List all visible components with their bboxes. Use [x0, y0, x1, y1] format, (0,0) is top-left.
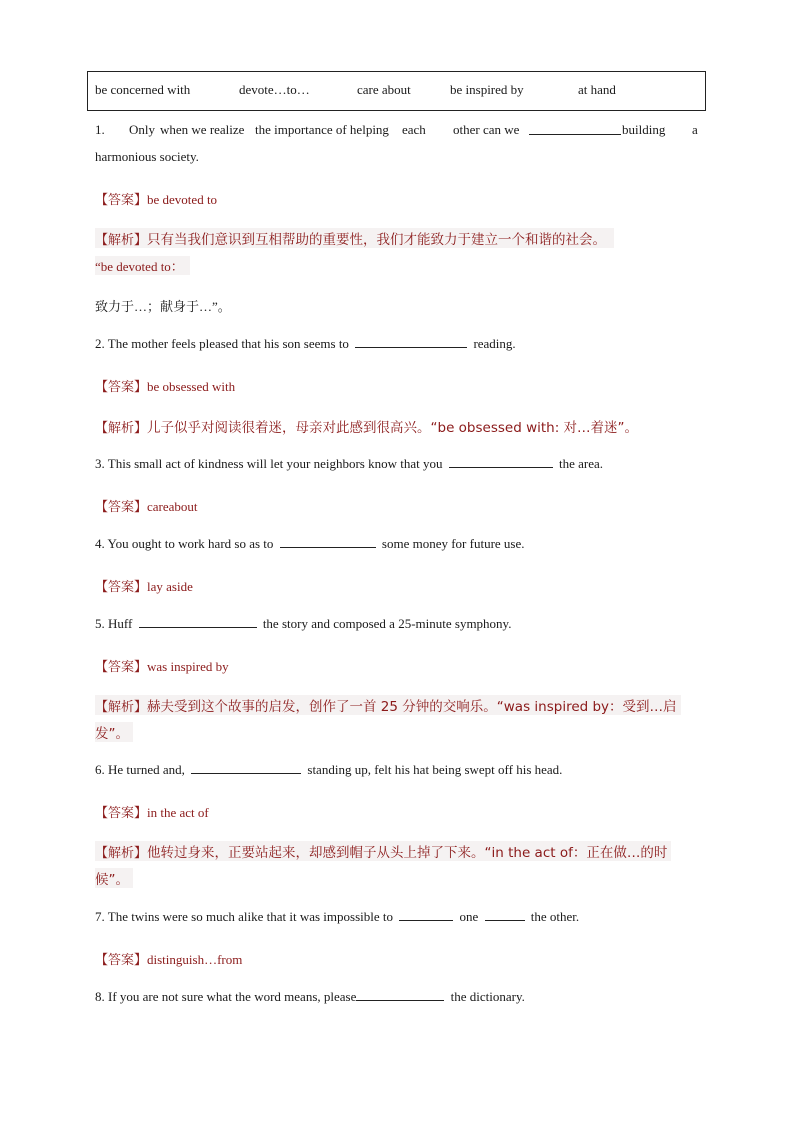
question-5 [95, 616, 511, 632]
question-1-line2: harmonious society. [95, 149, 199, 164]
answer-blank[interactable] [280, 536, 376, 548]
analysis-text: “be devoted to： [95, 259, 184, 274]
question-text: Only [129, 122, 155, 137]
answer-text: was inspired by [147, 659, 229, 674]
analysis-1 [95, 228, 614, 248]
answer-blank[interactable] [399, 909, 453, 921]
answer-tag: 【答案】 [95, 580, 148, 595]
answer-2 [95, 376, 235, 395]
answer-3 [95, 496, 198, 515]
question-4 [95, 536, 525, 552]
analysis-text: 致力于…；献身于…”。 [95, 299, 231, 314]
phrase-item: be inspired by [450, 82, 524, 97]
question-2 [95, 336, 516, 352]
phrase-item: devote…to… [239, 82, 310, 97]
answer-tag: 【答案】 [95, 500, 148, 515]
analysis-tag: 【解析】 [95, 421, 148, 436]
question-text: 7. The twins were so much alike that it was impossible to [95, 909, 393, 924]
analysis-1-line3 [95, 296, 231, 315]
question-text: when we realize [160, 122, 245, 137]
question-text: building [622, 122, 666, 137]
phrase-item: care about [357, 82, 411, 97]
question-text: the dictionary. [450, 989, 525, 1004]
answer-tag: 【答案】 [95, 193, 148, 208]
answer-blank[interactable] [529, 123, 621, 135]
question-1 [95, 122, 699, 138]
answer-tag: 【答案】 [95, 953, 148, 968]
answer-tag: 【答案】 [95, 380, 148, 395]
analysis-5 [95, 695, 681, 715]
question-text: one [459, 909, 479, 924]
phrase-item: at hand [578, 82, 616, 97]
answer-tag: 【答案】 [95, 660, 148, 675]
question-text: the other. [530, 909, 580, 924]
answer-blank[interactable] [449, 456, 553, 468]
analysis-text: 赫夫受到这个故事的启发，创作了一首 25 分钟的交响乐。“was inspired by：受到…启 [147, 699, 677, 715]
question-7 [95, 909, 579, 925]
analysis-6 [95, 841, 671, 861]
answer-blank[interactable] [139, 616, 257, 628]
analysis-text: 候”。 [95, 872, 129, 888]
answer-6 [95, 802, 209, 821]
answer-text: lay aside [147, 579, 193, 594]
question-text: 2. The mother feels pleased that his son seems to [95, 336, 349, 351]
question-text: 6. He turned and, [95, 762, 185, 777]
answer-text: be obsessed with [147, 379, 236, 394]
question-6 [95, 762, 562, 778]
question-text: the area. [558, 456, 604, 471]
analysis-text: 他转过身来，正要站起来，却感到帽子从头上掉了下来。“in the act of：正在做…的时 [147, 845, 668, 861]
answer-text: distinguish…from [147, 952, 243, 967]
answer-blank[interactable] [356, 989, 444, 1001]
question-text: standing up, felt his hat being swept off his head. [307, 762, 563, 777]
question-number: 1. [95, 122, 105, 137]
analysis-text: 只有当我们意识到互相帮助的重要性，我们才能致力于建立一个和谐的社会。 [147, 232, 607, 248]
answer-tag: 【答案】 [95, 806, 148, 821]
answer-7 [95, 949, 242, 968]
question-text: the importance of helping [255, 122, 389, 137]
question-text: 5. Huff [95, 616, 133, 631]
question-text: some money for future use. [381, 536, 525, 551]
question-text: 3. This small act of kindness will let your neighbors know that you [95, 456, 443, 471]
analysis-tag: 【解析】 [95, 233, 148, 248]
analysis-1-line2 [95, 256, 190, 275]
question-text: 4. You ought to work hard so as to [95, 536, 274, 551]
question-text: 8. If you are not sure what the word means, please [95, 989, 357, 1004]
answer-blank[interactable] [191, 762, 301, 774]
question-3 [95, 456, 603, 472]
analysis-text: 发”。 [95, 726, 129, 742]
answer-4 [95, 576, 193, 595]
answer-text: in the act of [147, 805, 209, 820]
question-text: the story and composed a 25-minute symphony. [262, 616, 512, 631]
answer-5 [95, 656, 229, 675]
question-8 [95, 989, 525, 1005]
analysis-2 [95, 416, 638, 436]
answer-blank[interactable] [485, 909, 525, 921]
analysis-tag: 【解析】 [95, 846, 148, 861]
answer-text: be devoted to [147, 192, 218, 207]
answer-text: careabout [147, 499, 198, 514]
analysis-5-line2 [95, 722, 133, 742]
analysis-tag: 【解析】 [95, 700, 148, 715]
analysis-text: 儿子似乎对阅读很着迷，母亲对此感到很高兴。“be obsessed with: 对…着迷”。 [147, 420, 639, 436]
answer-1 [95, 189, 217, 208]
question-text: other can we [453, 122, 520, 137]
question-text: reading. [473, 336, 516, 351]
phrase-bank-box [87, 71, 706, 111]
phrase-item: be concerned with [95, 82, 191, 97]
question-text: each [402, 122, 426, 137]
question-text: a [692, 122, 698, 137]
answer-blank[interactable] [355, 336, 467, 348]
analysis-6-line2 [95, 868, 133, 888]
